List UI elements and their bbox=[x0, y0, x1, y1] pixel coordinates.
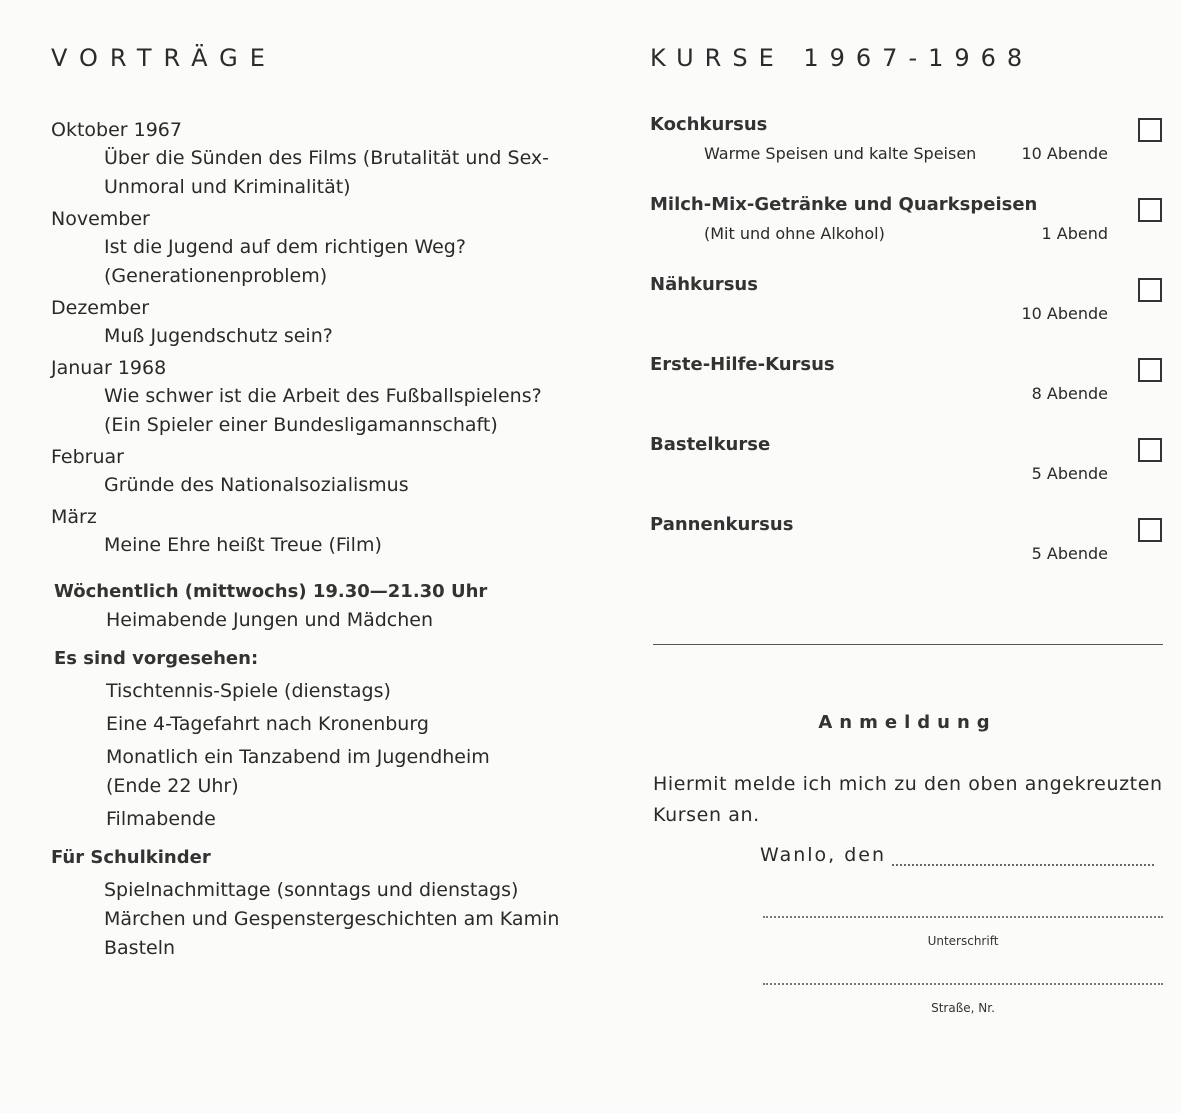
course-checkbox[interactable] bbox=[1138, 278, 1162, 302]
lecture-topic: Ist die Jugend auf dem richtigen Weg? bbox=[104, 236, 466, 258]
place-date-row bbox=[760, 844, 1154, 866]
lecture-month: Dezember bbox=[51, 297, 150, 319]
course-duration: 1 Abend bbox=[1041, 224, 1108, 243]
course-duration: 8 Abende bbox=[1031, 384, 1108, 403]
course-name: Bastelkurse bbox=[650, 434, 771, 455]
lecture-entry bbox=[51, 354, 611, 440]
lecture-topic: (Ein Spieler einer Bundesligamannschaft) bbox=[104, 414, 498, 436]
course-item bbox=[650, 352, 1165, 432]
course-item bbox=[650, 192, 1165, 272]
course-checkbox[interactable] bbox=[1138, 358, 1162, 382]
children-heading: Für Schulkinder bbox=[51, 847, 211, 868]
course-item bbox=[650, 512, 1165, 592]
lecture-month: März bbox=[51, 506, 97, 528]
weekly-heading: Wöchentlich (mittwochs) 19.30—21.30 Uhr bbox=[54, 581, 488, 602]
lectures-column bbox=[51, 44, 611, 963]
lecture-entry bbox=[51, 294, 611, 351]
registration-text: Hiermit melde ich mich zu den oben angekreuzten Kursen an. bbox=[653, 773, 1163, 826]
lecture-topic: Wie schwer ist die Arbeit des Fußballspielens? bbox=[104, 385, 542, 407]
children-item: Märchen und Gespenstergeschichten am Kamin bbox=[104, 908, 560, 930]
planned-heading: Es sind vorgesehen: bbox=[54, 648, 259, 669]
course-name: Kochkursus bbox=[650, 114, 768, 135]
signature-field[interactable] bbox=[763, 916, 1163, 918]
place-date-label: Wanlo, den bbox=[760, 844, 887, 866]
lecture-entry bbox=[51, 116, 611, 202]
lecture-entry bbox=[51, 503, 611, 560]
lecture-topic: Meine Ehre heißt Treue (Film) bbox=[104, 534, 382, 556]
planned-item: Tischtennis-Spiele (dienstags) bbox=[106, 680, 391, 702]
address-label: Straße, Nr. bbox=[931, 1001, 995, 1015]
courses-title: KURSE 1967-1968 bbox=[650, 44, 1034, 72]
lecture-month: Januar 1968 bbox=[51, 357, 167, 379]
course-item bbox=[650, 112, 1165, 192]
course-checkbox[interactable] bbox=[1138, 518, 1162, 542]
lecture-month: Oktober 1967 bbox=[51, 119, 182, 141]
course-checkbox[interactable] bbox=[1138, 438, 1162, 462]
planned-item: Eine 4-Tagefahrt nach Kronenburg bbox=[106, 713, 429, 735]
lecture-list bbox=[51, 116, 611, 560]
children-item: Basteln bbox=[104, 937, 176, 959]
planned-item: Monatlich ein Tanzabend im Jugendheim bbox=[106, 746, 490, 768]
course-checkbox[interactable] bbox=[1138, 118, 1162, 142]
address-field[interactable] bbox=[763, 983, 1163, 985]
lecture-month: November bbox=[51, 208, 150, 230]
course-item bbox=[650, 272, 1165, 352]
lecture-topic: Über die Sünden des Films (Brutalität und Sex- bbox=[104, 147, 550, 169]
signature-label: Unterschrift bbox=[927, 934, 999, 948]
course-description: (Mit und ohne Alkohol) bbox=[704, 224, 885, 243]
lecture-entry bbox=[51, 205, 611, 291]
course-description: Warme Speisen und kalte Speisen bbox=[704, 144, 977, 163]
course-item bbox=[650, 432, 1165, 512]
course-duration: 10 Abende bbox=[1021, 144, 1108, 163]
planned-item: (Ende 22 Uhr) bbox=[106, 775, 239, 797]
course-name: Nähkursus bbox=[650, 274, 758, 295]
lecture-month: Februar bbox=[51, 446, 124, 468]
lecture-topic: Muß Jugendschutz sein? bbox=[104, 325, 333, 347]
section-divider bbox=[653, 644, 1163, 645]
registration-heading: Anmeldung bbox=[818, 712, 997, 733]
course-checkbox[interactable] bbox=[1138, 198, 1162, 222]
lecture-entry bbox=[51, 443, 611, 500]
course-name: Erste-Hilfe-Kursus bbox=[650, 354, 835, 375]
lecture-topic: (Generationenproblem) bbox=[104, 265, 328, 287]
course-duration: 5 Abende bbox=[1031, 544, 1108, 563]
course-list bbox=[650, 112, 1165, 592]
children-item: Spielnachmittage (sonntags und dienstags) bbox=[104, 879, 519, 901]
course-name: Pannenkursus bbox=[650, 514, 794, 535]
course-duration: 5 Abende bbox=[1031, 464, 1108, 483]
course-name: Milch-Mix-Getränke und Quarkspeisen bbox=[650, 194, 1038, 215]
date-field[interactable] bbox=[892, 846, 1154, 866]
lecture-topic: Gründe des Nationalsozialismus bbox=[104, 474, 409, 496]
weekly-item: Heimabende Jungen und Mädchen bbox=[106, 609, 434, 631]
lectures-title: VORTRÄGE bbox=[51, 44, 277, 72]
course-duration: 10 Abende bbox=[1021, 304, 1108, 323]
courses-column bbox=[650, 44, 1165, 1015]
planned-item: Filmabende bbox=[106, 808, 216, 830]
lecture-topic: Unmoral und Kriminalität) bbox=[104, 176, 351, 198]
